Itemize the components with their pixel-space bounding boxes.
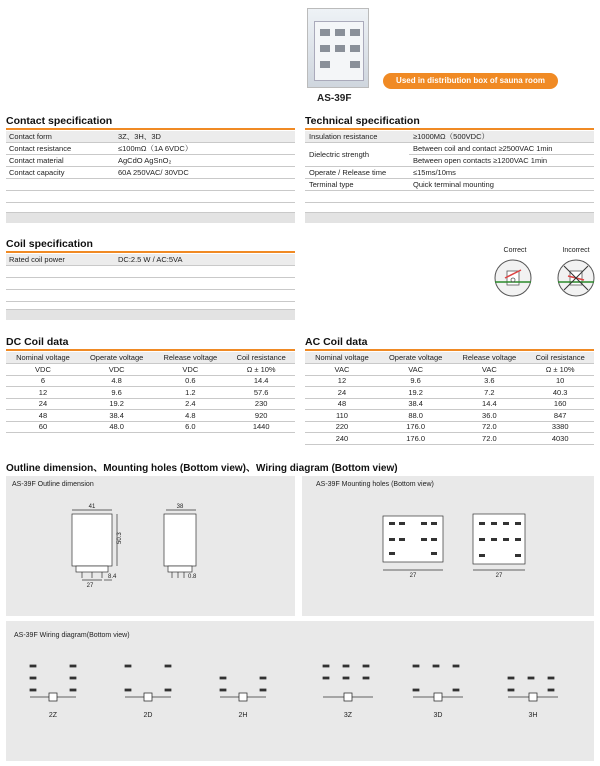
dc-coil-rule (6, 349, 295, 351)
tech-row: Insulation resistance ≥1000MΩ（500VDC） (305, 131, 594, 143)
svg-text:27: 27 (86, 583, 94, 589)
mounting-holes-drawing (375, 510, 545, 580)
outline-section-title: Outline dimension、Mounting holes (Bottom view)、Wiring diagram (Bottom view) (6, 463, 398, 474)
outline-drawing (60, 500, 220, 595)
coil-spec-rule (6, 251, 295, 253)
table-row: 48 38.4 14.4 160 (305, 398, 594, 410)
contact-row: Contact resistance ≤100mΩ（1A 6VDC） (6, 143, 295, 155)
ac-coil-title: AC Coil data (305, 336, 368, 348)
correct-label: Correct (503, 247, 527, 254)
technical-spec-title: Technical specification (305, 115, 420, 127)
table-row: 24 19.2 7.2 40.3 (305, 387, 594, 399)
wiring-label: 3H (528, 712, 538, 719)
table-row: 60 48.0 6.0 1440 (6, 421, 295, 433)
product-model: AS-39F (317, 93, 352, 104)
incorrect-mounting-icon (556, 258, 596, 298)
table-row: 48 38.4 4.8 920 (6, 410, 295, 422)
outline-panel-title: AS-39F Outline dimension (12, 481, 94, 488)
table-row: 12 9.6 1.2 57.6 (6, 387, 295, 399)
wiring-label: 2Z (48, 712, 58, 719)
table-row: 110 88.0 36.0 847 (305, 410, 594, 422)
contact-row: Contact material AgCdO AgSnO₂ (6, 155, 295, 167)
wiring-label: 2H (238, 712, 248, 719)
contact-row: Contact capacity 60A 250VAC/ 30VDC (6, 167, 295, 179)
mounting-panel-title: AS-39F Mounting holes (Bottom view) (316, 481, 434, 488)
wiring-label: 3Z (343, 712, 353, 719)
usage-badge: Used in distribution box of sauna room (383, 73, 558, 89)
coil-row: Rated coil power DC:2.5 W / AC:5VA (6, 254, 295, 266)
correct-mounting-icon (493, 258, 533, 298)
table-row: 24 19.2 2.4 230 (6, 398, 295, 410)
technical-spec-rule (305, 128, 594, 130)
table-row: 6 4.8 0.6 14.4 (6, 375, 295, 387)
contact-spec-title: Contact specification (6, 115, 113, 127)
table-row: 220 176.0 72.0 3380 (305, 421, 594, 433)
table-row: 240 176.0 72.0 4030 (305, 433, 594, 445)
product-image (307, 8, 369, 88)
tech-row: Terminal type Quick terminal mounting (305, 179, 594, 191)
svg-text:27: 27 (409, 573, 417, 579)
ac-coil-rule (305, 349, 594, 351)
wiring-label: 2D (143, 712, 153, 719)
dc-coil-title: DC Coil data (6, 336, 69, 348)
svg-text:38: 38 (176, 504, 184, 510)
coil-spec-title: Coil specification (6, 238, 93, 250)
wiring-diagrams (20, 655, 580, 725)
svg-text:8.4: 8.4 (108, 574, 117, 580)
contact-row: Contact form 3Z、3H、3D (6, 131, 295, 143)
wiring-panel-title: AS-39F Wiring diagram(Bottom view) (14, 632, 130, 639)
tech-row: Dielectric strength Between coil and contact ≥2500VAC 1min Between open contacts ≥1200VAC 1min (305, 143, 594, 167)
svg-text:27: 27 (495, 573, 503, 579)
ac-coil-table: Nominal voltage Operate voltage Release voltage Coil resistance VAC VAC VAC Ω ± 10% 12 9.6 3.6 10 24 19.2 7.2 40.3 48 38.4 14.4 160 110 88.0 36.0 847 220 176.0 72.0 3380 240 176.0 72.0 4030 (305, 352, 594, 445)
svg-text:0.8: 0.8 (188, 574, 197, 580)
incorrect-label: Incorrect (562, 247, 590, 254)
dc-coil-table: Nominal voltage Operate voltage Release voltage Coil resistance VDC VDC VDC Ω ± 10% 6 4.8 0.6 14.4 12 9.6 1.2 57.6 24 19.2 2.4 230 48 38.4 4.8 920 60 48.0 6.0 1440 (6, 352, 295, 433)
contact-spec-rule (6, 128, 295, 130)
svg-text:50.3: 50.3 (117, 532, 123, 544)
svg-text:41: 41 (88, 504, 96, 510)
wiring-label: 3D (433, 712, 443, 719)
tech-row: Operate / Release time ≤15ms/10ms (305, 167, 594, 179)
table-row: 12 9.6 3.6 10 (305, 375, 594, 387)
